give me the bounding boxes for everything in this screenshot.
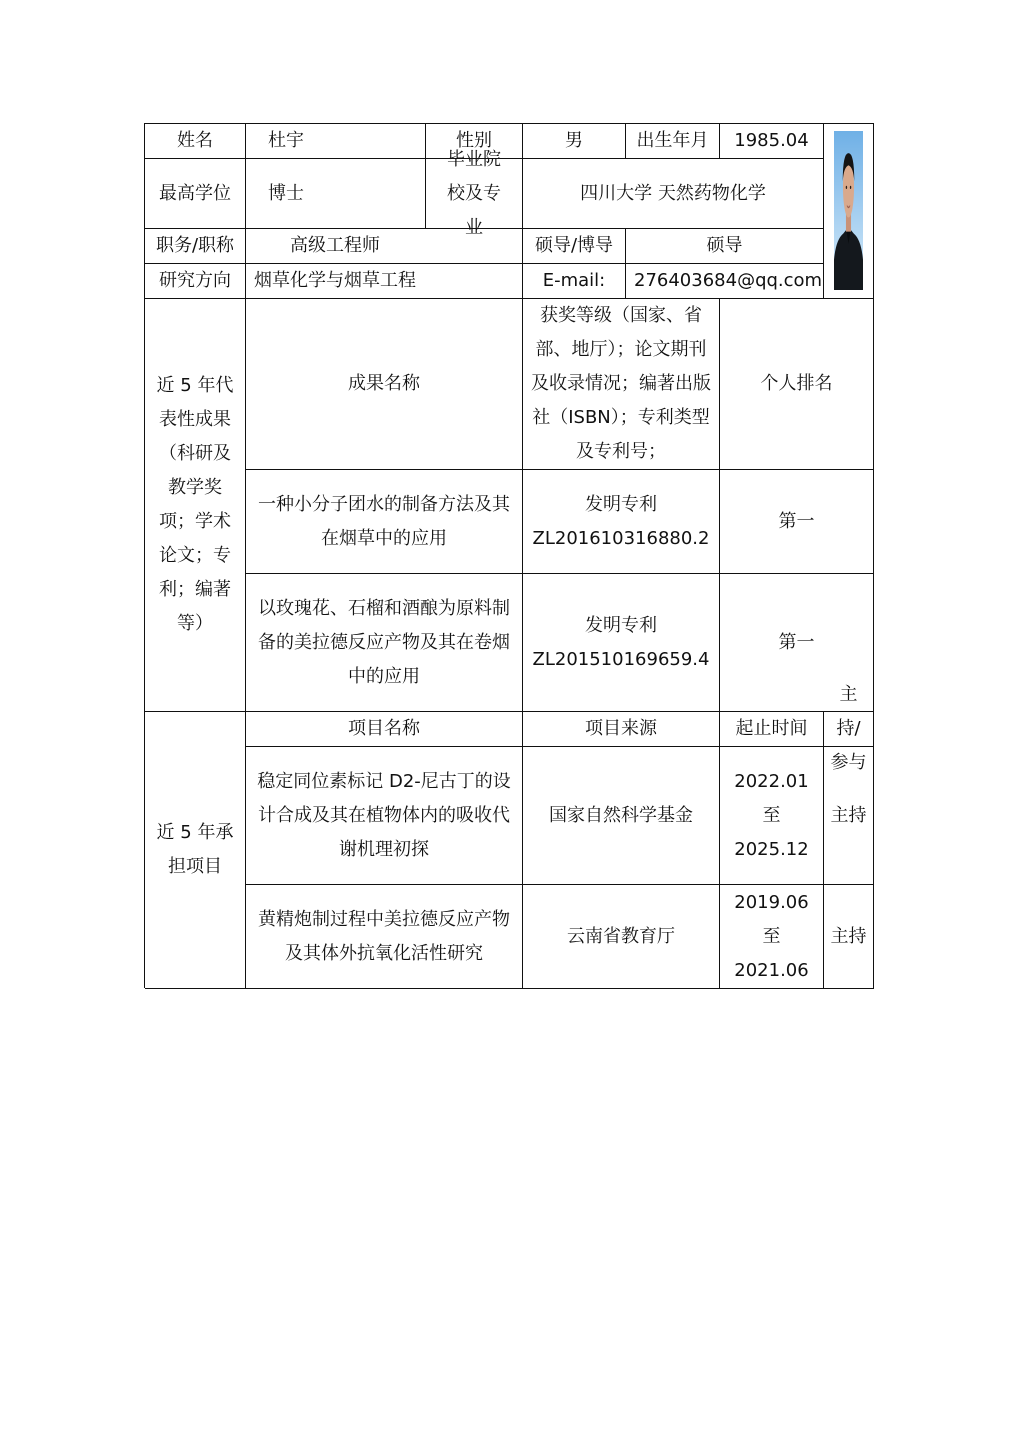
- degree-label: 最高学位: [145, 159, 246, 229]
- gender-value: 男: [523, 124, 626, 159]
- name-value: 杜宇: [246, 124, 426, 159]
- portrait-photo: [834, 131, 863, 290]
- birth-label: 出生年月: [626, 124, 720, 159]
- title-value: 高级工程师: [246, 229, 523, 264]
- achievement-name: 一种小分子团水的制备方法及其在烟草中的应用: [246, 470, 523, 574]
- project-header-time: 起止时间: [720, 712, 824, 747]
- achievements-section-label: 近 5 年代表性成果（科研及教学奖项；学术论文；专利；编著等）: [145, 299, 246, 712]
- supervisor-label: 硕导/博导: [523, 229, 626, 264]
- supervisor-value: 硕导: [626, 229, 824, 264]
- achievement-header-level: 获奖等级（国家、省部、地厅）；论文期刊及收录情况；编著出版社（ISBN）；专利类型及专利号；: [523, 299, 720, 470]
- name-label: 姓名: [145, 124, 246, 159]
- achievement-number: ZL201610316880.2: [532, 527, 710, 549]
- achievement-type: 发明专利: [585, 614, 657, 636]
- achievement-rank: 第一: [720, 470, 874, 574]
- achievement-number: ZL201510169659.4: [532, 648, 710, 670]
- achievement-type-cell: [523, 574, 720, 712]
- achievement-name: 以玫瑰花、石榴和酒酿为原料制备的美拉德反应产物及其在卷烟中的应用: [246, 574, 523, 712]
- profile-table: [144, 123, 874, 988]
- achievement-type-cell: [523, 470, 720, 574]
- email-value: 276403684@qq.com: [626, 264, 824, 299]
- project-role: 主持: [824, 885, 874, 989]
- project-source: 国家自然科学基金: [523, 747, 720, 885]
- title-label: 职务/职称: [145, 229, 246, 264]
- birth-value: 1985.04: [720, 124, 824, 159]
- achievement-rank: 第一: [720, 574, 874, 712]
- achievement-header-rank: 个人排名: [720, 299, 874, 470]
- project-sep: 至: [762, 804, 781, 826]
- school-label: 毕业院校及专业: [426, 159, 523, 229]
- project-source: 云南省教育厅: [523, 885, 720, 989]
- project-role: 主持: [824, 747, 874, 885]
- achievement-type: 发明专利: [585, 493, 657, 515]
- research-value: 烟草化学与烟草工程: [246, 264, 523, 299]
- project-name: 稳定同位素标记 D2-尼古丁的设计合成及其在植物体内的吸收代谢机理初探: [246, 747, 523, 885]
- project-time-cell: [720, 747, 824, 885]
- project-end: 2021.06: [734, 959, 809, 981]
- project-start: 2019.06: [734, 891, 809, 913]
- degree-value: 博士: [246, 159, 426, 229]
- projects-section-label: 近 5 年承担项目: [145, 712, 246, 989]
- project-header-source: 项目来源: [523, 712, 720, 747]
- achievement-header-name: 成果名称: [246, 299, 523, 470]
- project-time-cell: [720, 885, 824, 989]
- gender-label: 性别: [426, 124, 523, 159]
- research-label: 研究方向: [145, 264, 246, 299]
- photo-cell: [824, 124, 874, 299]
- email-label: E-mail:: [523, 264, 626, 299]
- school-value: 四川大学 天然药物化学: [523, 159, 824, 229]
- project-name: 黄精炮制过程中美拉德反应产物及其体外抗氧化活性研究: [246, 885, 523, 989]
- project-start: 2022.01: [734, 770, 809, 792]
- project-sep: 至: [762, 925, 781, 947]
- project-header-name: 项目名称: [246, 712, 523, 747]
- project-end: 2025.12: [734, 838, 809, 860]
- project-header-role: 主持/参与: [824, 712, 874, 747]
